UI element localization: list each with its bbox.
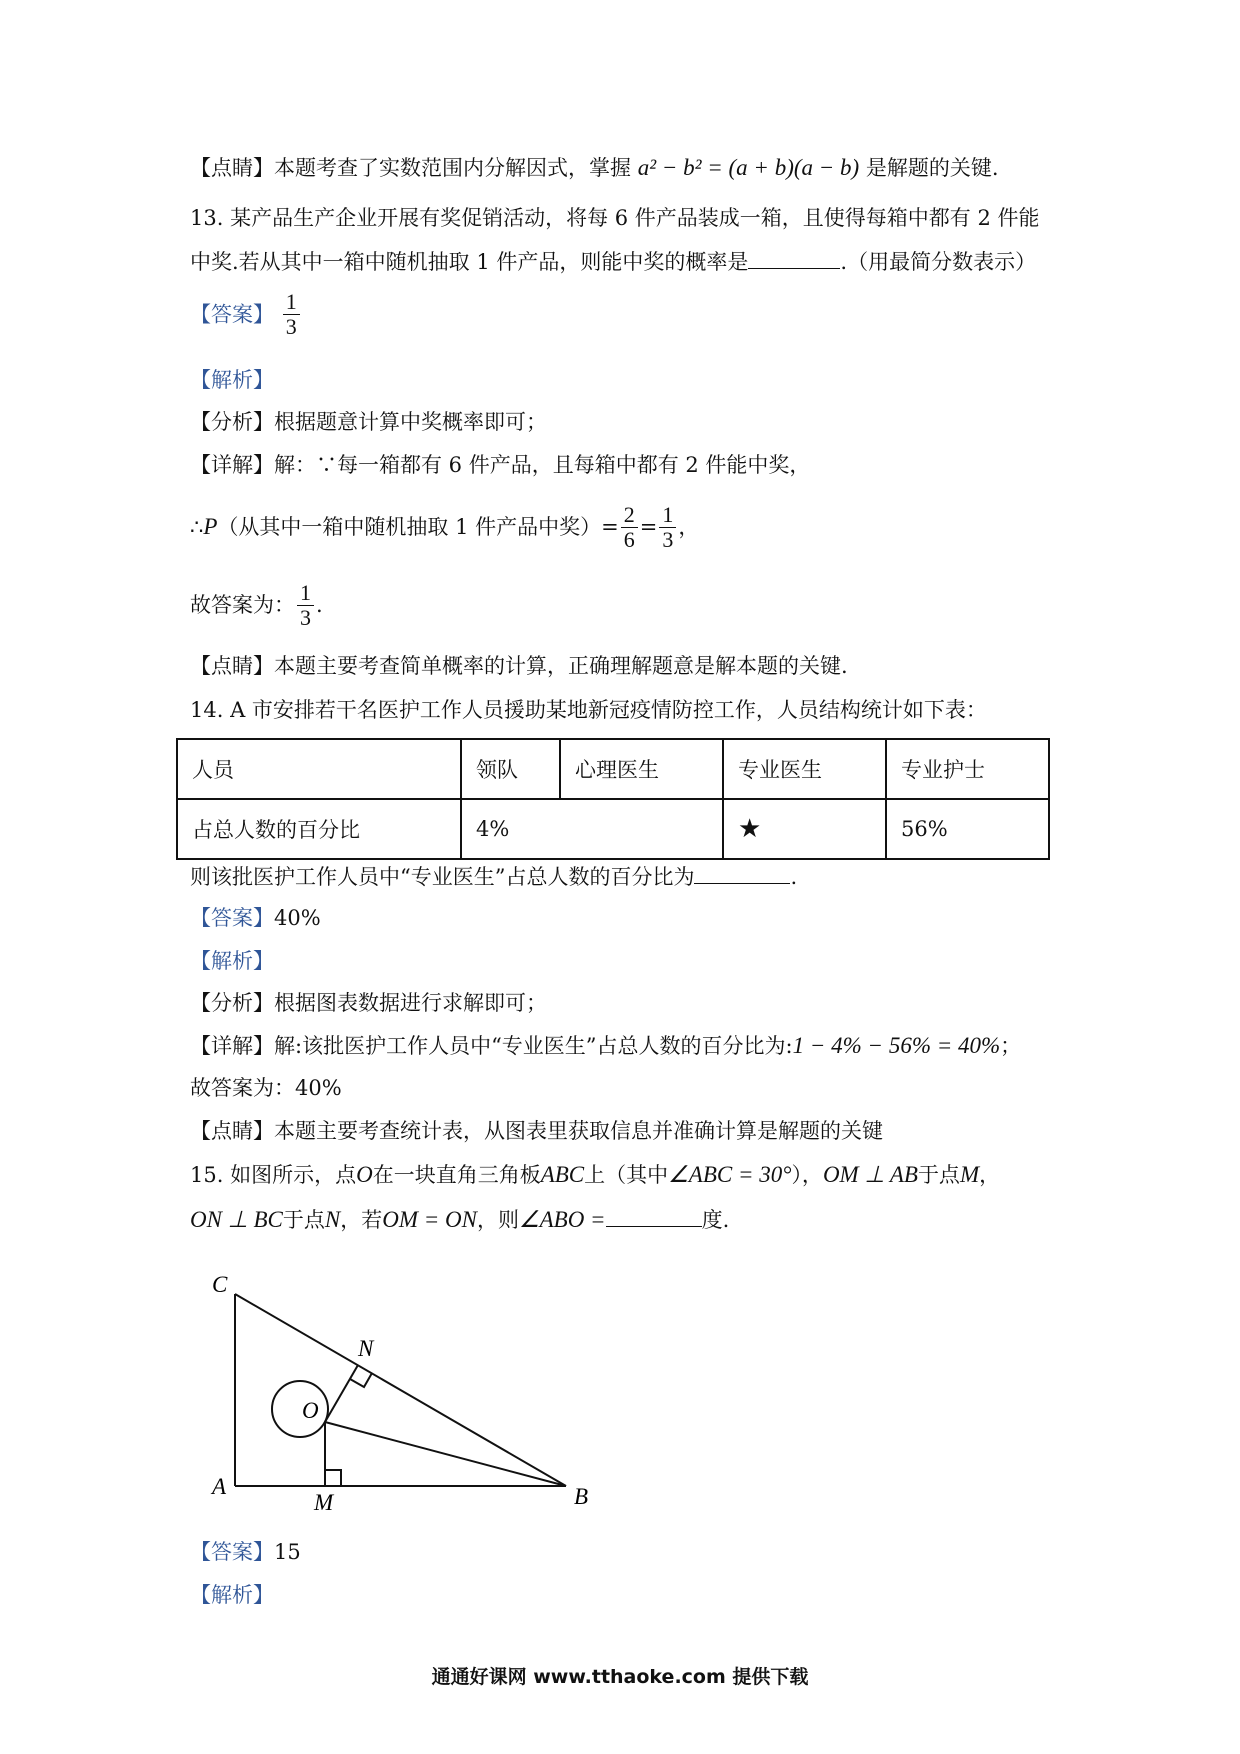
table-header-row	[177, 739, 1049, 799]
fraction-numerator: 1	[283, 290, 300, 315]
point-text: 本题主要考查简单概率的计算，正确理解题意是解本题的关键.	[274, 654, 848, 678]
point-text: 本题主要考查统计表，从图表里获取信息并准确计算是解题的关键	[274, 1119, 883, 1143]
right-angle-mark-m	[325, 1470, 341, 1486]
analysis-tag: 【解析】	[190, 949, 274, 973]
q13-stem-text: .（用最简分数表示）	[840, 250, 1037, 274]
q13-stem-line1: 13. 某产品生产企业开展有奖促销活动，将每 6 件产品装成一箱，且使得每箱中都有 2 件能	[190, 206, 1040, 230]
q15-text: 于点	[282, 1208, 325, 1232]
q13-so-line	[190, 575, 323, 635]
fraction-numerator: 1	[297, 581, 314, 606]
answer-tag: 【答案】	[190, 302, 274, 327]
point-text: 本题考查了实数范围内分解因式，掌握	[274, 156, 631, 180]
fraction-denominator: 3	[285, 314, 297, 339]
fraction-numerator: 2	[621, 503, 638, 528]
table-cell: 人员	[177, 739, 461, 799]
q13-answer-line	[190, 290, 302, 348]
q15-text: 上（其中	[584, 1163, 669, 1187]
q15-stem-line1	[190, 1160, 1000, 1190]
label-a: A	[212, 1474, 227, 1499]
q13-analysis-line	[190, 365, 274, 395]
probability-symbol: P	[203, 514, 218, 539]
q15-text: 度.	[701, 1208, 730, 1232]
fraction-denominator: 3	[300, 604, 311, 630]
q13-fenxi-line	[190, 407, 547, 437]
calc-fraction-1	[621, 503, 638, 552]
q15-stem-line2	[190, 1204, 729, 1235]
math-symbol: ON ⊥ BC	[190, 1207, 283, 1232]
staff-table	[176, 738, 1050, 860]
point-tag: 【点睛】	[190, 1119, 274, 1143]
q15-answer-line	[190, 1537, 301, 1567]
answer-blank	[694, 861, 790, 884]
math-symbol: ∠ABO =	[518, 1207, 606, 1232]
answer-value: 15	[274, 1540, 301, 1564]
table-cell: 心理医生	[560, 739, 723, 799]
calc-end: ，	[678, 515, 700, 539]
detail-text: 解:该批医护工作人员中“专业医生”占总人数的百分比为:	[274, 1034, 793, 1058]
q13-point-line	[190, 651, 848, 681]
table-cell: 领队	[461, 739, 560, 799]
q14-point-line	[190, 1116, 883, 1146]
q13-calc-line	[190, 497, 699, 557]
point-text: 是解题的关键.	[865, 156, 999, 180]
answer-tag: 【答案】	[190, 1540, 274, 1564]
equals-sign: =	[639, 515, 658, 539]
side-bc	[235, 1294, 566, 1486]
q14-answer-line	[190, 903, 321, 933]
so-text: 故答案为：	[190, 593, 295, 617]
q15-analysis-line	[190, 1580, 274, 1610]
label-m: M	[314, 1490, 334, 1515]
question-text: .	[790, 865, 798, 889]
point-tag: 【点睛】	[190, 654, 274, 678]
q15-text: 在一块直角三角板	[372, 1163, 541, 1187]
q14-detail-line	[190, 1031, 1021, 1061]
math-symbol: M	[959, 1162, 980, 1187]
answer-fraction	[283, 290, 300, 339]
answer-tag: 【答案】	[190, 906, 274, 930]
fenxi-tag: 【分析】	[190, 410, 274, 434]
q15-text: 于点	[917, 1163, 960, 1187]
question-text: 则该批医护工作人员中“专业医生”占总人数的百分比为	[190, 865, 695, 889]
q14-analysis-line	[190, 946, 274, 976]
q13-stem-line2	[190, 246, 1036, 277]
fenxi-text: 根据图表数据进行求解即可；	[274, 991, 547, 1015]
table-cell: 4%	[461, 799, 723, 859]
answer-blank	[606, 1204, 702, 1227]
label-b: B	[574, 1484, 589, 1509]
detail-text: 解：∵每一箱都有 6 件产品，且每箱中都有 2 件能中奖，	[274, 453, 811, 477]
math-symbol: OM = ON	[382, 1207, 477, 1232]
detail-formula: 1 − 4% − 56% = 40%	[792, 1033, 1001, 1058]
segment-ob	[325, 1422, 566, 1486]
star-cell: ★	[723, 799, 886, 859]
math-symbol: N	[324, 1207, 341, 1232]
detail-tag: 【详解】	[190, 1034, 274, 1058]
table-cell: 56%	[886, 799, 1049, 859]
q14-so-line: 故答案为：40%	[190, 1076, 342, 1100]
page-footer: 通通好课网 www.tthaoke.com 提供下载	[431, 1666, 809, 1688]
q13-stem-text: 中奖.若从其中一箱中随机抽取 1 件产品，则能中奖的概率是	[190, 250, 749, 274]
so-fraction	[297, 581, 314, 630]
calc-fraction-2	[659, 503, 676, 552]
math-symbol: ABC	[540, 1162, 585, 1187]
calc-text: （从其中一箱中随机抽取 1 件产品中奖）=	[217, 515, 619, 539]
segment-on	[325, 1365, 358, 1422]
answer-blank	[748, 246, 840, 269]
math-symbol: O	[356, 1162, 373, 1187]
fraction-numerator: 1	[659, 503, 676, 528]
q13-detail-line	[190, 450, 810, 480]
table-cell: 占总人数的百分比	[177, 799, 461, 859]
q14-stem: 14. A 市安排若干名医护工作人员援助某地新冠疫情防控工作，人员结构统计如下表：	[190, 698, 987, 722]
q15-text: ），	[791, 1163, 823, 1187]
q12-point-line	[190, 153, 999, 183]
q14-fenxi-line	[190, 988, 547, 1018]
triangle-figure	[190, 1265, 610, 1525]
label-n: N	[358, 1336, 374, 1361]
table-row	[177, 799, 1049, 859]
table-cell: 专业医生	[723, 739, 886, 799]
answer-value: 40%	[274, 906, 321, 930]
therefore-symbol: ∴	[190, 515, 204, 539]
label-o: O	[302, 1398, 319, 1423]
analysis-tag: 【解析】	[190, 368, 274, 392]
point-tag: 【点睛】	[190, 156, 274, 180]
q15-text: ，则	[476, 1208, 519, 1232]
so-end: .	[316, 593, 323, 617]
factor-formula: a² − b² = (a + b)(a − b)	[637, 155, 860, 180]
fraction-denominator: 6	[623, 526, 635, 552]
q15-text: ，若	[340, 1208, 383, 1232]
math-symbol: OM ⊥ AB	[822, 1162, 918, 1187]
q15-text: ，	[979, 1163, 1001, 1187]
detail-tag: 【详解】	[190, 453, 274, 477]
q14-question	[190, 861, 797, 892]
fraction-denominator: 3	[662, 526, 674, 552]
analysis-tag: 【解析】	[190, 1583, 274, 1607]
detail-end: ；	[1000, 1034, 1022, 1058]
math-symbol: ∠ABC = 30°	[668, 1162, 792, 1187]
point-o-circle	[272, 1381, 328, 1437]
table-cell: 专业护士	[886, 739, 1049, 799]
label-c: C	[212, 1272, 228, 1297]
fenxi-text: 根据题意计算中奖概率即可；	[274, 410, 547, 434]
fenxi-tag: 【分析】	[190, 991, 274, 1015]
q15-text: 15. 如图所示，点	[190, 1163, 357, 1187]
